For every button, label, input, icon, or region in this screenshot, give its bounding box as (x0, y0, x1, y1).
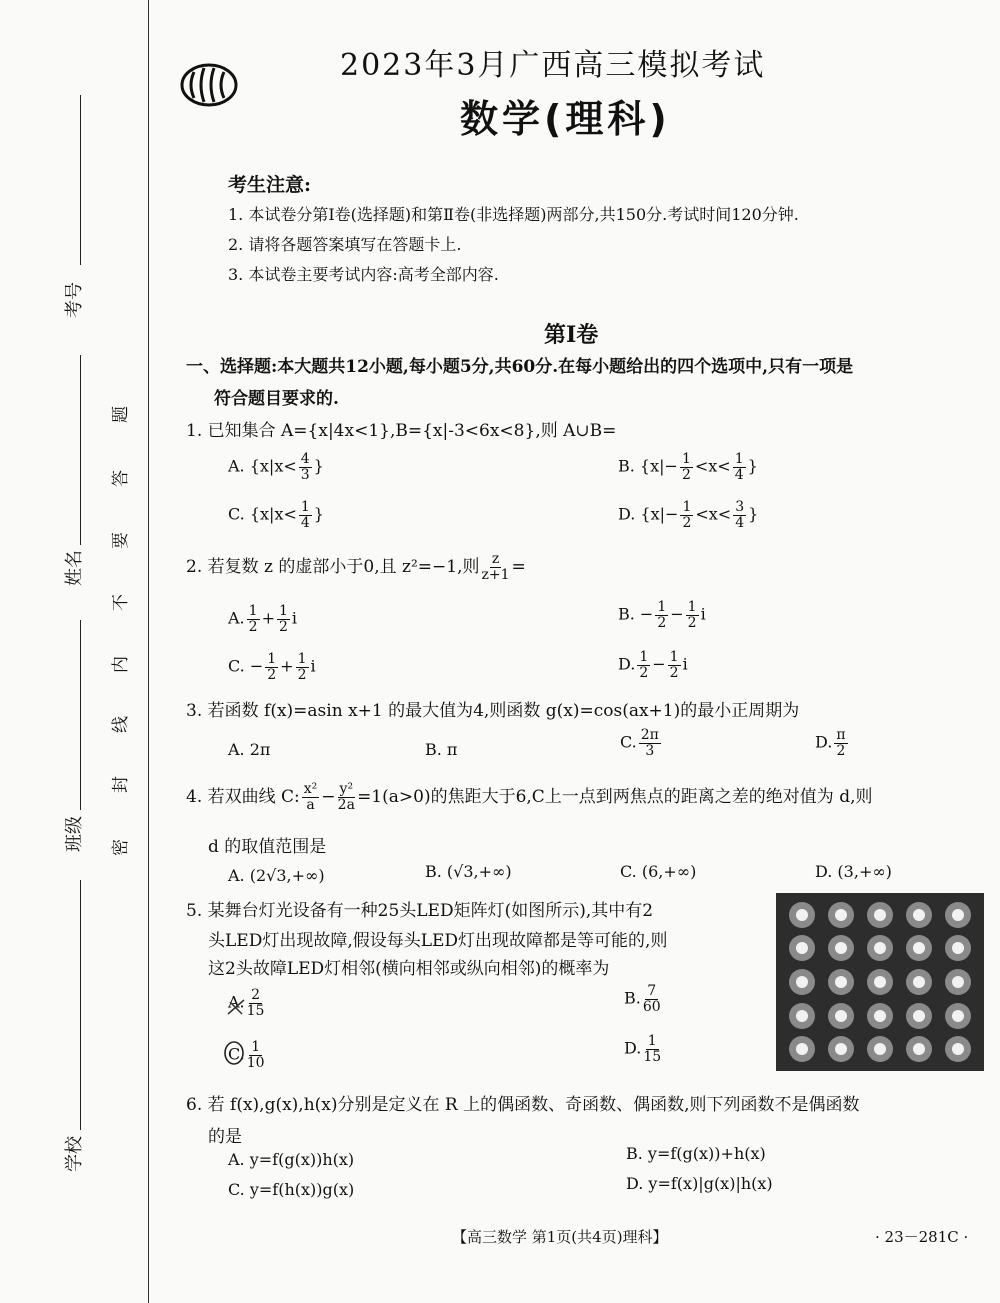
section-title: 第Ⅰ卷 (544, 322, 599, 348)
q6-option-d: D. y=f(x)|g(x)|h(x) (626, 1174, 773, 1193)
q5-option-c: C. $\frac{1}{10}$ (228, 1039, 265, 1071)
led-ring (867, 969, 893, 995)
led-ring (789, 935, 815, 961)
section-instruction-cont: 符合题目要求的. (214, 389, 339, 409)
q3-option-d: D. $\frac{\pi}{2}$ (815, 727, 846, 759)
led-bulb (952, 909, 964, 921)
seal-char: 线 (111, 716, 131, 733)
question-3-stem: 3. 若函数 f(x)=asin x+1 的最大值为4,则函数 g(x)=cos(ax+1)的最小正周期为 (186, 701, 800, 721)
led-bulb (874, 942, 886, 954)
led-light (900, 1033, 937, 1065)
led-light (939, 1000, 976, 1032)
led-bulb (835, 909, 847, 921)
exam-title: 2023年3月广西高三模拟考试 (340, 48, 766, 83)
q1-option-c: C. {x|x< $\frac{1}{4}$ } (228, 499, 324, 531)
seal-char: 要 (111, 532, 131, 549)
binding-line (148, 0, 149, 1303)
led-bulb (796, 909, 808, 921)
q6-option-c: C. y=f(h(x))g(x) (228, 1180, 355, 1199)
led-bulb (913, 1010, 925, 1022)
led-ring (789, 969, 815, 995)
handwritten-circle-mark (222, 1040, 246, 1066)
led-ring (867, 935, 893, 961)
led-light (823, 1000, 860, 1032)
led-ring (789, 902, 815, 928)
exam-number-label: 考号 (64, 282, 85, 318)
led-light (900, 966, 937, 998)
q2-option-c: C. − $\frac{1}{2}$ + $\frac{1}{2}$ i (228, 651, 316, 683)
led-bulb (874, 1043, 886, 1055)
question-6-stem-cont: 的是 (208, 1127, 242, 1147)
led-light (784, 933, 821, 965)
led-bulb (796, 976, 808, 988)
led-ring (906, 969, 932, 995)
led-bulb (952, 942, 964, 954)
section-instruction: 一、选择题:本大题共12小题,每小题5分,共60分.在每小题给出的四个选项中,只有一项是 (186, 357, 854, 377)
name-blank (80, 355, 81, 545)
q1-option-a: A. {x|x< $\frac{4}{3}$ } (228, 451, 324, 483)
q1-option-d: D. {x|− $\frac{1}{2}$ <x< $\frac{3}{4}$ } (618, 499, 759, 531)
exam-number-blank (80, 95, 81, 265)
led-light (862, 1000, 899, 1032)
q5-option-d: D. $\frac{1}{15}$ (624, 1033, 662, 1065)
q1-option-b: B. {x|− $\frac{1}{2}$ <x< $\frac{1}{4}$ } (618, 451, 758, 483)
publisher-logo-icon (178, 60, 240, 110)
subject-title: 数学(理科) (460, 97, 671, 141)
led-light (784, 1000, 821, 1032)
q3-option-b: B. π (425, 740, 458, 759)
seal-char: 题 (111, 406, 131, 423)
q3-option-a: A. 2π (228, 740, 271, 759)
led-light (939, 933, 976, 965)
q2-option-b: B. − $\frac{1}{2}$ − $\frac{1}{2}$ i (618, 599, 706, 631)
question-5-stem-cont: 头LED灯出现故障,假设每头LED灯出现故障都是等可能的,则 (208, 931, 668, 951)
led-light (900, 933, 937, 965)
led-ring (945, 1003, 971, 1029)
page-footer: 【高三数学 第1页(共4页)理科】 (452, 1228, 668, 1246)
led-light (784, 966, 821, 998)
led-light (784, 1033, 821, 1065)
led-bulb (835, 942, 847, 954)
q4-option-b: B. (√3,+∞) (425, 862, 512, 881)
led-bulb (952, 1010, 964, 1022)
led-ring (867, 902, 893, 928)
led-ring (867, 1036, 893, 1062)
led-light (862, 966, 899, 998)
led-bulb (913, 976, 925, 988)
led-ring (945, 969, 971, 995)
led-light (900, 899, 937, 931)
led-bulb (796, 942, 808, 954)
led-light (784, 899, 821, 931)
led-bulb (835, 976, 847, 988)
notice-item: 2. 请将各题答案填写在答题卡上. (228, 235, 462, 254)
handwritten-cross-mark (224, 996, 248, 1018)
led-light (862, 1033, 899, 1065)
class-label: 班级 (64, 816, 85, 852)
name-label: 姓名 (64, 550, 85, 586)
question-6-stem: 6. 若 f(x),g(x),h(x)分别是定义在 R 上的偶函数、奇函数、偶函数,则下列函数不是偶函数 (186, 1095, 860, 1115)
class-blank (80, 620, 81, 810)
led-light (823, 933, 860, 965)
q3-option-c: C. $\frac{2\pi}{3}$ (620, 727, 659, 759)
led-ring (789, 1036, 815, 1062)
led-bulb (796, 1043, 808, 1055)
led-bulb (835, 1043, 847, 1055)
led-ring (828, 935, 854, 961)
led-light (900, 1000, 937, 1032)
led-ring (828, 902, 854, 928)
led-ring (906, 902, 932, 928)
led-bulb (874, 976, 886, 988)
led-light (939, 1033, 976, 1065)
led-bulb (835, 1010, 847, 1022)
question-4-stem-cont: d 的取值范围是 (208, 837, 327, 857)
led-bulb (874, 909, 886, 921)
seal-char: 密 (111, 839, 131, 856)
question-4-stem: 4. 若双曲线 C: $\frac{\text{x²}}{a}$ − $\frac{\text{y²}}{2a}$ =1(a>0)的焦距大于6,C上一点到两焦点的距离之差的绝对值为 d,则 (186, 781, 873, 813)
led-light (862, 933, 899, 965)
led-bulb (913, 942, 925, 954)
q6-option-b: B. y=f(g(x))+h(x) (626, 1144, 766, 1163)
led-ring (828, 1003, 854, 1029)
led-bulb (952, 976, 964, 988)
question-5-stem: 5. 某舞台灯光设备有一种25头LED矩阵灯(如图所示),其中有2 (186, 901, 654, 921)
led-ring (828, 969, 854, 995)
led-light (823, 966, 860, 998)
led-ring (828, 1036, 854, 1062)
led-matrix-image (776, 893, 984, 1071)
led-ring (906, 1003, 932, 1029)
q2-option-d: D. $\frac{1}{2}$ − $\frac{1}{2}$ i (618, 649, 688, 681)
led-bulb (796, 1010, 808, 1022)
led-light (939, 966, 976, 998)
q4-option-c: C. (6,+∞) (620, 862, 697, 881)
notice-item: 3. 本试卷主要考试内容:高考全部内容. (228, 265, 499, 284)
led-ring (945, 1036, 971, 1062)
q2-option-a: A. $\frac{1}{2}$ + $\frac{1}{2}$ i (228, 603, 298, 635)
question-5-stem-cont: 这2头故障LED灯相邻(横向相邻或纵向相邻)的概率为 (208, 959, 610, 979)
led-bulb (913, 909, 925, 921)
q4-option-a: A. (2√3,+∞) (228, 866, 325, 885)
seal-char: 封 (111, 776, 131, 793)
led-light (823, 1033, 860, 1065)
led-ring (906, 1036, 932, 1062)
q5-option-a: A. $\frac{2}{15}$ (228, 987, 265, 1019)
led-grid (784, 899, 976, 1065)
school-label: 学校 (64, 1136, 85, 1172)
notice-item: 1. 本试卷分第Ⅰ卷(选择题)和第Ⅱ卷(非选择题)两部分,共150分.考试时间120分钟. (228, 205, 799, 224)
led-ring (867, 1003, 893, 1029)
q6-option-a: A. y=f(g(x))h(x) (228, 1150, 355, 1169)
question-1-stem: 1. 已知集合 A={x|4x<1},B={x|-3<6x<8},则 A∪B= (186, 421, 617, 441)
led-ring (906, 935, 932, 961)
led-ring (945, 935, 971, 961)
led-light (823, 899, 860, 931)
question-2-stem: 2. 若复数 z 的虚部小于0,且 z²=−1,则 $\frac{z}{z+1}$ = (186, 551, 526, 583)
seal-char: 答 (111, 470, 131, 487)
led-ring (945, 902, 971, 928)
led-bulb (913, 1043, 925, 1055)
school-blank (80, 880, 81, 1130)
q5-option-b: B. $\frac{7}{60}$ (624, 983, 661, 1015)
led-ring (789, 1003, 815, 1029)
led-bulb (952, 1043, 964, 1055)
notice-heading: 考生注意: (228, 174, 312, 196)
seal-char: 内 (111, 656, 131, 673)
led-light (939, 899, 976, 931)
q4-option-d: D. (3,+∞) (815, 862, 892, 881)
led-light (862, 899, 899, 931)
seal-char: 不 (111, 594, 131, 611)
led-bulb (874, 1010, 886, 1022)
exam-code: · 23－281C · (875, 1228, 969, 1246)
